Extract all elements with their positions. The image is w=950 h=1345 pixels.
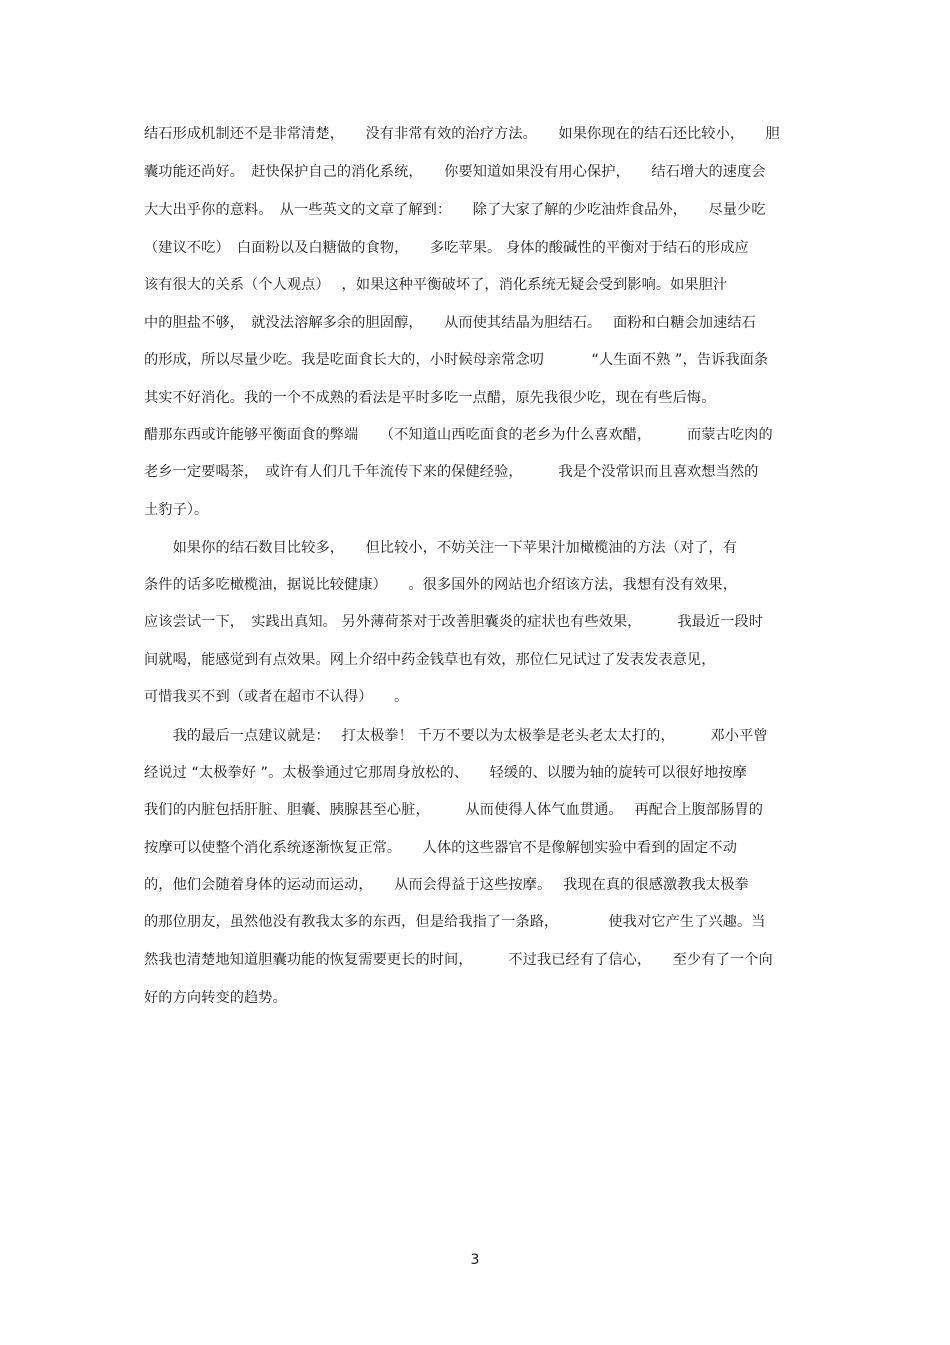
text-line: 我的最后一点建议就是： 打太极拳！ 千万不要以为太极拳是老头老太太打的， 邓小平曾	[144, 728, 768, 744]
text-line: 老乡一定要喝茶， 或许有人们几千年流传下来的保健经验， 我是个没常识而且喜欢想当然的	[144, 464, 759, 480]
text-line: 土豹子）。	[144, 502, 209, 518]
text-line: 的，他们会随着身体的运动而运动， 从而会得益于这些按摩。 我现在真的很感激教我太极拳	[144, 877, 749, 893]
text-line: 醋那东西或许能够平衡面食的弊端 （不知道山西吃面食的老乡为什么喜欢醋， 而蒙古吃肉的	[144, 427, 773, 443]
text-line: （建议不吃） 白面粉以及白糖做的食物， 多吃苹果。 身体的酸碱性的平衡对于结石的形成应	[144, 240, 749, 256]
text-line: 的形成，所以尽量少吃。我是吃面食长大的，小时候母亲常念叨 “人生面不熟 ”，告诉我面条	[144, 352, 769, 368]
text-line: 其实不好消化。我的一个不成熟的看法是平时多吃一点醋，原先我很少吃，现在有些后悔。	[144, 390, 716, 406]
text-line: 我们的内脏包括肝脏、胆囊、胰腺甚至心脏， 从而使得人体气血贯通。 再配合上腹部肠胃的	[144, 802, 764, 818]
text-line: 的那位朋友，虽然他没有教我太多的东西，但是给我指了一条路， 使我对它产生了兴趣。当	[144, 914, 766, 930]
text-line: 囊功能还尚好。 赶快保护自己的消化系统， 你要知道如果没有用心保护， 结石增大的速度会	[144, 164, 766, 180]
text-line: 按摩可以使整个消化系统逐渐恢复正常。 人体的这些器官不是像解刨实验中看到的固定不动	[144, 840, 737, 856]
text-line: 经说过 “太极拳好 ”。太极拳通过它那周身放松的、 轻缓的、以腰为轴的旋转可以很好地按摩	[144, 765, 747, 781]
text-line: 如果你的结石数目比较多， 但比较小，不妨关注一下苹果汁加橄榄油的方法（对了，有	[144, 540, 737, 556]
text-line: 条件的话多吃橄榄油，据说比较健康） 。很多国外的网站也介绍该方法，我想有没有效果，	[144, 577, 737, 593]
text-line: 应该尝试一下， 实践出真知。 另外薄荷茶对于改善胆囊炎的症状也有些效果， 我最近一段时	[144, 614, 764, 630]
page-number: 3	[470, 1252, 480, 1268]
text-line: 间就喝，能感觉到有点效果。网上介绍中药金钱草也有效，那位仁兄试过了发表发表意见，	[144, 652, 716, 668]
text-line: 然我也清楚地知道胆囊功能的恢复需要更长的时间， 不过我已经有了信心， 至少有了一个向	[144, 952, 773, 968]
text-line: 大大出乎你的意料。 从一些英文的文章了解到： 除了大家了解的少吃油炸食品外， 尽量少吃	[144, 202, 766, 218]
text-line: 结石形成机制还不是非常清楚， 没有非常有效的治疗方法。 如果你现在的结石还比较小， 胆	[144, 126, 780, 142]
text-line: 可惜我买不到（或者在超市不认得） 。	[144, 689, 409, 705]
text-line: 好的方向转变的趋势。	[144, 990, 287, 1006]
text-line: 该有很大的关系（个人观点） ，如果这种平衡破坏了，消化系统无疑会受到影响。如果胆汁	[144, 277, 728, 293]
text-line: 中的胆盐不够， 就没法溶解多余的胆固醇， 从而使其结晶为胆结石。 面粉和白糖会加速结石	[144, 315, 756, 331]
